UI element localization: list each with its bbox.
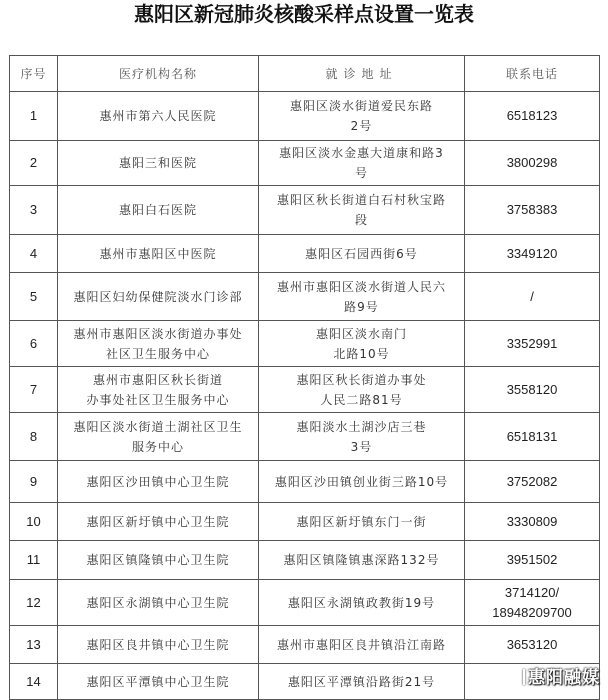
institution-name-text: 惠州市惠阳区淡水街道办事处 社区卫生服务中心 — [73, 326, 243, 361]
clinic-address — [259, 141, 465, 186]
contact-phone-text: 3352991 — [506, 335, 558, 351]
row-index — [10, 186, 58, 235]
watermark-text: 惠阳融媒 — [528, 668, 600, 688]
clinic-address — [259, 321, 465, 367]
clinic-address-text: 惠阳区淡水金惠大道康和路3 号 — [279, 146, 444, 180]
table-row — [10, 503, 600, 541]
clinic-address — [259, 503, 465, 541]
institution-name-text: 惠阳区沙田镇中心卫生院 — [86, 474, 230, 489]
sampling-sites-table — [9, 55, 600, 700]
table-row — [10, 413, 600, 461]
institution-name-text: 惠州市第六人民医院 — [99, 109, 217, 123]
contact-phone-text: 6518131 — [506, 428, 558, 444]
row-index-text: 9 — [29, 473, 38, 489]
row-index-text: 10 — [26, 513, 41, 529]
header-address: 就诊地址 — [259, 56, 465, 92]
table-row — [10, 92, 600, 141]
institution-name-text: 惠阳区永湖镇中心卫生院 — [86, 595, 230, 610]
row-index — [10, 503, 58, 541]
institution-name-text: 惠阳三和医院 — [118, 156, 197, 170]
institution-name — [58, 664, 259, 700]
clinic-address — [259, 626, 465, 664]
clinic-address-text: 惠阳区淡水南门 北路10号 — [315, 326, 407, 361]
clinic-address-text: 惠阳区沙田镇创业街三路10号 — [274, 474, 449, 489]
table-row — [10, 664, 600, 700]
row-index — [10, 580, 58, 626]
clinic-address-text: 惠州市惠阳区淡水街道人民六 路9号 — [276, 279, 446, 314]
institution-name-text: 惠州市惠阳区秋长街道 办事处社区卫生服务中心 — [86, 372, 230, 407]
row-index — [10, 92, 58, 141]
header-phone: 联系电话 — [465, 56, 600, 92]
row-index-text: 1 — [29, 108, 38, 123]
row-index-text: 13 — [26, 636, 41, 652]
row-index — [10, 413, 58, 461]
row-index-text: 7 — [29, 381, 38, 397]
table-row — [10, 321, 600, 367]
clinic-address-text: 惠阳淡水土湖沙店三巷 3号 — [296, 419, 427, 454]
institution-name — [58, 367, 259, 413]
header-index: 序号 — [10, 56, 58, 92]
contact-phone-text: 6518123 — [506, 108, 558, 123]
institution-name — [58, 235, 259, 273]
clinic-address-text: 惠州市惠阳区良井镇沿江南路 — [276, 637, 446, 652]
institution-name-text: 惠州市惠阳区中医院 — [99, 246, 217, 261]
row-index-text: 14 — [26, 673, 41, 689]
table-row — [10, 141, 600, 186]
institution-name-text: 惠阳区平潭镇中心卫生院 — [86, 674, 230, 689]
row-index-text: 12 — [26, 594, 41, 610]
contact-phone-text: 3752082 — [506, 473, 558, 489]
table-header-row — [10, 56, 600, 92]
table-row — [10, 541, 600, 580]
clinic-address — [259, 367, 465, 413]
institution-name-text: 惠阳区淡水街道土湖社区卫生 服务中心 — [73, 419, 243, 454]
row-index-text: 11 — [26, 552, 41, 567]
institution-name — [58, 503, 259, 541]
clinic-address — [259, 541, 465, 580]
row-index — [10, 664, 58, 700]
contact-phone — [465, 141, 600, 186]
institution-name — [58, 321, 259, 367]
contact-phone-text: 3558120 — [506, 381, 558, 397]
table-row — [10, 580, 600, 626]
contact-phone — [465, 413, 600, 461]
contact-phone — [465, 321, 600, 367]
institution-name — [58, 413, 259, 461]
contact-phone — [465, 186, 600, 235]
row-index-text: 4 — [29, 245, 38, 261]
institution-name-text: 惠阳区良井镇中心卫生院 — [86, 637, 230, 652]
institution-name-text: 惠阳区新圩镇中心卫生院 — [86, 514, 230, 529]
institution-name — [58, 141, 259, 186]
contact-phone — [465, 367, 600, 413]
institution-name-text: 惠阳白石医院 — [118, 203, 197, 217]
institution-name — [58, 626, 259, 664]
row-index — [10, 141, 58, 186]
contact-phone — [465, 580, 600, 626]
contact-phone-text: 3330809 — [506, 513, 558, 529]
institution-name-text: 惠阳区妇幼保健院淡水门诊部 — [73, 289, 243, 304]
clinic-address-text: 惠阳区秋长街道办事处 人民二路81号 — [296, 372, 427, 407]
row-index-text: 6 — [29, 335, 38, 351]
clinic-address-text: 惠阳区淡水街道爱民东路 2号 — [289, 99, 433, 133]
clinic-address — [259, 664, 465, 700]
table-row — [10, 186, 600, 235]
clinic-address-text: 惠阳区平潭镇沿路街21号 — [287, 674, 436, 689]
clinic-address-text: 惠阳区石园西街6号 — [305, 246, 418, 261]
contact-phone-text: 3951502 — [506, 552, 558, 567]
clinic-address-text: 惠阳区镇隆镇惠深路132号 — [283, 553, 440, 567]
contact-phone — [465, 626, 600, 664]
contact-phone — [465, 273, 600, 321]
clinic-address — [259, 273, 465, 321]
institution-name-text: 惠阳区镇隆镇中心卫生院 — [86, 553, 230, 567]
clinic-address-text: 惠阳区秋长街道白石村秋宝路 段 — [276, 193, 446, 227]
contact-phone — [465, 541, 600, 580]
contact-phone-text: 3758383 — [506, 202, 558, 217]
clinic-address — [259, 186, 465, 235]
contact-phone — [465, 461, 600, 503]
watermark-logo — [523, 663, 600, 688]
table-row — [10, 461, 600, 503]
institution-name — [58, 186, 259, 235]
table-row — [10, 235, 600, 273]
contact-phone-text: 3349120 — [506, 245, 558, 261]
institution-name — [58, 541, 259, 580]
institution-name — [58, 92, 259, 141]
table-row — [10, 367, 600, 413]
contact-phone — [465, 92, 600, 141]
clinic-address-text: 惠阳区永湖镇政教街19号 — [287, 595, 436, 610]
row-index-text: 2 — [29, 155, 38, 170]
row-index-text: 3 — [29, 202, 38, 217]
header-institution: 医疗机构名称 — [58, 56, 259, 92]
clinic-address — [259, 413, 465, 461]
institution-name — [58, 273, 259, 321]
clinic-address — [259, 92, 465, 141]
row-index — [10, 367, 58, 413]
table-body — [10, 92, 600, 700]
clinic-address — [259, 461, 465, 503]
table-row — [10, 626, 600, 664]
contact-phone-text: 3653120 — [506, 636, 558, 652]
row-index — [10, 541, 58, 580]
row-index-text: 8 — [29, 428, 38, 444]
table-row — [10, 273, 600, 321]
contact-phone — [465, 235, 600, 273]
contact-phone-text: / — [530, 288, 534, 304]
contact-phone-text: 3714120/ 18948209700 — [492, 584, 572, 620]
row-index — [10, 626, 58, 664]
row-index — [10, 461, 58, 503]
page-title: 惠阳区新冠肺炎核酸采样点设置一览表 — [134, 2, 474, 26]
contact-phone — [465, 503, 600, 541]
clinic-address — [259, 235, 465, 273]
row-index — [10, 235, 58, 273]
row-index — [10, 273, 58, 321]
clinic-address-text: 惠阳区新圩镇东门一街 — [296, 514, 427, 529]
institution-name — [58, 461, 259, 503]
row-index-text: 5 — [29, 288, 38, 304]
clinic-address — [259, 580, 465, 626]
contact-phone-text: 3800298 — [506, 155, 558, 170]
row-index — [10, 321, 58, 367]
institution-name — [58, 580, 259, 626]
